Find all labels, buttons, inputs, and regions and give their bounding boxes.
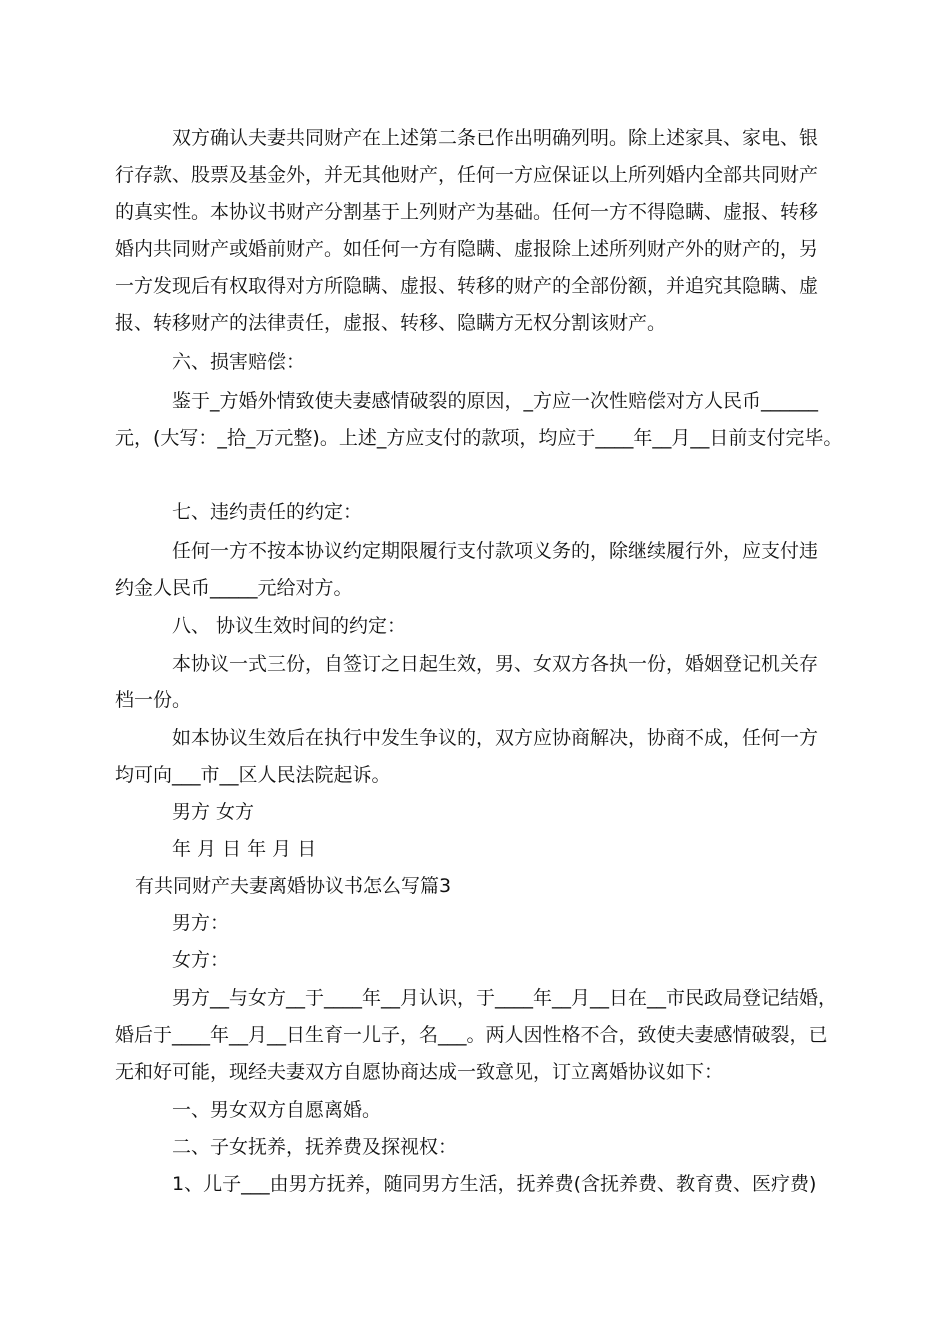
text-line: 均可向___市__区人民法院起诉。 — [115, 764, 391, 786]
text-line: 婚后于____年__月__日生育一儿子，名___。两人因性格不合，致使夫妻感情破裂，已 — [115, 1024, 828, 1046]
text-line: 鉴于_方婚外情致使夫妻感情破裂的原因，_方应一次性赔偿对方人民币______ — [172, 390, 819, 412]
text-line: 无和好可能，现经夫妻双方自愿协商达成一致意见，订立离婚协议如下： — [115, 1061, 724, 1083]
section-heading: 二、子女抚养，抚养费及探视权： — [172, 1136, 458, 1158]
text-line: 男方__与女方__于____年__月认识，于____年__月__日在__市民政局登记结婚， — [172, 987, 838, 1009]
article-title: 有共同财产夫妻离婚协议书怎么写篇3 — [135, 875, 452, 897]
text-line: 元，(大写：_拾_万元整)。上述_方应支付的款项，均应于____年__月__日前支付完毕。 — [115, 427, 843, 449]
text-line: 男方： — [172, 912, 230, 934]
signature-line: 男方 女方 — [172, 801, 255, 823]
text-line: 如本协议生效后在执行中发生争议的，双方应协商解决，协商不成，任何一方 — [172, 727, 819, 749]
text-line: 本协议一式三份，自签订之日起生效，男、女双方各执一份，婚姻登记机关存 — [172, 653, 819, 675]
text-line: 档一份。 — [115, 689, 192, 711]
text-line: 行存款、股票及基金外，并无其他财产，任何一方应保证以上所列婚内全部共同财产 — [115, 164, 819, 186]
text-line: 女方： — [172, 949, 230, 971]
text-line: 的真实性。本协议书财产分割基于上列财产为基础。任何一方不得隐瞒、虚报、转移 — [115, 201, 819, 223]
text-line: 任何一方不按本协议约定期限履行支付款项义务的，除继续履行外，应支付违 — [172, 540, 819, 562]
text-line: 一方发现后有权取得对方所隐瞒、虚报、转移的财产的全部份额，并追究其隐瞒、虚 — [115, 275, 819, 297]
text-line: 报、转移财产的法律责任，虚报、转移、隐瞒方无权分割该财产。 — [115, 312, 667, 334]
section-heading: 六、损害赔偿： — [172, 351, 306, 373]
section-heading: 七、违约责任的约定： — [172, 501, 363, 523]
text-line: 1、儿子___由男方抚养，随同男方生活，抚养费(含抚养费、教育费、医疗费) — [172, 1173, 817, 1195]
text-line: 双方确认夫妻共同财产在上述第二条已作出明确列明。除上述家具、家电、银 — [172, 127, 819, 149]
section-heading: 八、 协议生效时间的约定： — [172, 615, 407, 637]
date-line: 年 月 日 年 月 日 — [172, 838, 317, 860]
text-line: 婚内共同财产或婚前财产。如任何一方有隐瞒、虚报除上述所列财产外的财产的，另 — [115, 238, 819, 260]
section-heading: 一、男女双方自愿离婚。 — [172, 1099, 382, 1121]
text-line: 约金人民币_____元给对方。 — [115, 577, 353, 599]
